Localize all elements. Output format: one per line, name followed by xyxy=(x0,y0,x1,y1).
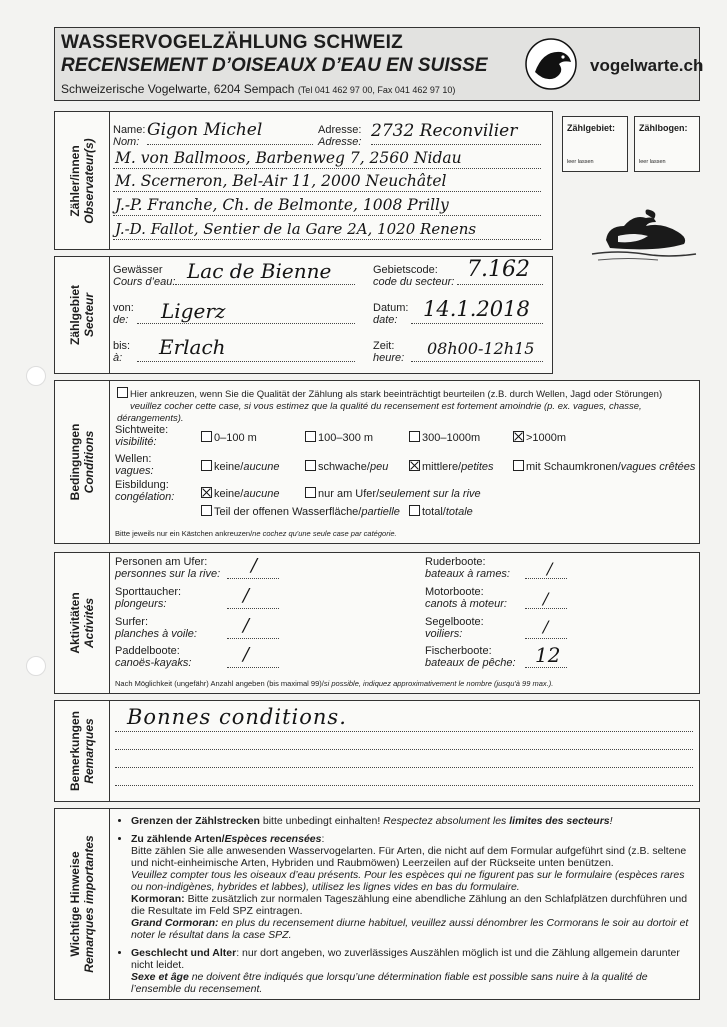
time-value[interactable]: 08h00-12h15 xyxy=(427,339,535,358)
name-label: Name: Nom: xyxy=(113,124,146,148)
water-value[interactable]: Lac de Bienne xyxy=(187,259,332,283)
activity-item: Motorboote: canots à moteur: xyxy=(425,586,507,610)
activities-section xyxy=(54,552,700,694)
visibility-option[interactable]: 100–300 m xyxy=(305,431,373,444)
ice-label: Eisbildung: congélation: xyxy=(115,479,175,503)
activity-value[interactable]: / xyxy=(243,615,250,636)
area-code-label: Zählgebiet: xyxy=(567,123,616,133)
checked-checkbox[interactable] xyxy=(513,431,524,442)
observer-line[interactable]: J.-P. Franche, Ch. de Belmonte, 1008 Prilly xyxy=(115,196,449,214)
observer-line[interactable]: M. Scerneron, Bel-Air 11, 2000 Neuchâtel xyxy=(115,172,447,190)
address-value[interactable]: 2732 Reconvilier xyxy=(371,121,518,141)
conditions-footnote: Bitte jeweils nur ein Kästchen ankreuzen/ne cochez qu'une seule case par catégorie. xyxy=(115,529,397,538)
observer-line[interactable]: J.-D. Fallot, Sentier de la Gare 2A, 1020 Renens xyxy=(115,220,477,238)
checkbox[interactable] xyxy=(409,431,420,442)
side-label-de: Aktivitäten xyxy=(68,592,82,654)
code-label: Gebietscode: code du secteur: xyxy=(373,264,455,288)
from-label: von: de: xyxy=(113,302,134,326)
note-species: • Zu zählende Arten/Espèces recensées: Bitte zählen Sie alle anwesenden Wasservogelarten. Für Arten, die nicht auf dem Formular aufgeführt sind (z.B. seltene und nicht-einheimische Arten, Hybriden und Raubmöwen) Leerzeilen auf der Rückseite unten benützen. Veuillez compter tous les oiseaux d’eau présents. Pour les espèces qui ne figurent pas sur le formulaire (espèces rares ou non-indigènes, hybrides et labbes), utilisez les lignes vides en bas du formulaire. Kormoran: Bitte zusätzlich zur normalen Tageszählung eine abendliche Zählung an den Schlafplätzen durchführen und die Resultate im Feld SPZ eintragen. Grand Cormoran: en plus du recensement diurne habituel, veuillez aussi dénombrer les Cormorans le soir au dortoir et noter le résultat dans la case SPZ. xyxy=(131,833,691,941)
remarks-side xyxy=(55,701,110,801)
form-header xyxy=(54,27,704,101)
title-de: WASSERVOGELZÄHLUNG SCHWEIZ xyxy=(61,32,404,53)
activity-item: Segelboote: voiliers: xyxy=(425,616,484,640)
sector-section xyxy=(54,256,553,374)
notes-side xyxy=(55,809,110,999)
ice-option-checked[interactable]: keine/aucune xyxy=(201,487,279,500)
sheet-code-note: leer lassen xyxy=(639,159,666,165)
phone-text: (Tel 041 462 97 00, Fax 041 462 97 10) xyxy=(297,85,456,95)
activity-value[interactable]: / xyxy=(243,644,250,665)
brand-name: vogelwarte.ch xyxy=(590,56,704,75)
name-value[interactable]: Gigon Michel xyxy=(147,120,263,140)
area-code-box[interactable] xyxy=(562,116,628,172)
code-value[interactable]: 7.162 xyxy=(467,257,530,282)
quality-text-de: Hier ankreuzen, wenn Sie die Qualität der Zählung als stark beeinträchtigt beurteilen (z.B. durch Wellen, Jagd oder Störungen) xyxy=(130,389,663,400)
address-text: Schweizerische Vogelwarte, 6204 Sempach xyxy=(61,82,295,96)
side-label-fr: Activités xyxy=(82,597,96,649)
address-label: Adresse: Adresse: xyxy=(318,124,362,148)
area-code-note: leer lassen xyxy=(567,159,594,165)
from-value[interactable]: Ligerz xyxy=(161,299,226,323)
quality-checkbox-row[interactable] xyxy=(117,387,695,425)
activity-item: Paddelboote: canoës-kayaks: xyxy=(115,645,192,669)
waves-option[interactable]: mit Schaumkronen/vagues crêtées xyxy=(513,460,695,473)
remarks-value[interactable]: Bonnes conditions. xyxy=(127,705,347,729)
activity-value[interactable]: / xyxy=(251,555,258,576)
side-label-fr: Remarques xyxy=(82,718,96,784)
observers-section xyxy=(54,111,553,250)
side-label-de: Zähler/innen xyxy=(68,144,82,217)
activity-value[interactable]: 12 xyxy=(535,643,561,667)
side-label-fr: Remarques importantes xyxy=(82,835,96,973)
waves-option[interactable]: keine/aucune xyxy=(201,460,279,473)
notes-section xyxy=(54,808,700,1000)
activities-side xyxy=(55,553,110,693)
observers-side xyxy=(55,112,110,249)
notes-content xyxy=(117,815,691,1001)
visibility-label: Sichtweite: visibilité: xyxy=(115,424,169,448)
sheet-code-label: Zählbogen: xyxy=(639,123,688,133)
waves-option[interactable]: schwache/peu xyxy=(305,460,388,473)
conditions-section xyxy=(54,380,700,544)
side-label-de: Bemerkungen xyxy=(68,710,82,792)
waves-option-checked[interactable]: mittlere/petites xyxy=(409,460,494,473)
punch-hole xyxy=(26,366,46,386)
quality-checkbox[interactable] xyxy=(117,387,128,398)
side-label-de: Wichtige Hinweise xyxy=(68,851,82,957)
ice-option[interactable]: nur am Ufer/seulement sur la rive xyxy=(305,487,481,500)
note-sex-age: • Geschlecht und Alter: nur dort angeben, wo zuverlässiges Auszählen möglich ist und die Zählung allgemein darunter nicht leidet. Sexe et âge ne doivent être indiqués que lorsqu’une détermination fiable est possible sans nuire à la qualité de l’ensemble du recensement. xyxy=(131,947,691,995)
side-label-fr: Conditions xyxy=(82,430,96,494)
quality-text-fr: veuillez cocher cette case, si vous estimez que la qualité du recensement est fortement amoindrie (p. ex. vagues, chasse, dérangements). xyxy=(117,401,642,424)
vogelwarte-logo xyxy=(525,38,577,90)
ice-option[interactable]: total/totale xyxy=(409,505,473,518)
title-fr: RECENSEMENT D’OISEAUX D’EAU EN SUISSE xyxy=(61,55,488,76)
ice-option[interactable]: Teil der offenen Wasserfläche/partielle xyxy=(201,505,400,518)
sheet-code-box[interactable] xyxy=(634,116,700,172)
activity-item: Fischerboote: bateaux de pêche: xyxy=(425,645,516,669)
visibility-option-checked[interactable]: >1000m xyxy=(513,431,566,444)
waves-label: Wellen: vagues: xyxy=(115,453,154,477)
date-value[interactable]: 14.1.2018 xyxy=(423,297,530,321)
remarks-section xyxy=(54,700,700,802)
side-label-de: Zählgebiet xyxy=(68,284,82,346)
activity-item: Ruderboote: bateaux à rames: xyxy=(425,556,510,580)
punch-hole xyxy=(26,656,46,676)
conditions-side xyxy=(55,381,110,543)
activity-value[interactable]: / xyxy=(543,589,549,608)
activity-item: Surfer: planches à voile: xyxy=(115,616,197,640)
activities-footnote: Nach Möglichkeit (ungefähr) Anzahl angeben (bis maximal 99)/si possible, indiquez approximativement le nombre (jusqu'à 99 max.). xyxy=(115,679,554,688)
visibility-option[interactable]: 300–1000m xyxy=(409,431,480,444)
to-value[interactable]: Erlach xyxy=(159,335,226,359)
side-label-de: Bedingungen xyxy=(68,423,82,501)
activity-value[interactable]: / xyxy=(543,617,549,636)
publisher-address xyxy=(61,82,455,96)
checkbox[interactable] xyxy=(305,431,316,442)
note-boundaries: • Grenzen der Zählstrecken bitte unbedingt einhalten! Respectez absolument les limites des secteurs! xyxy=(131,815,691,827)
water-label: Gewässer Cours d’eau: xyxy=(113,264,176,288)
duck-illustration xyxy=(588,192,700,266)
visibility-option[interactable]: 0–100 m xyxy=(201,431,257,444)
activity-value[interactable]: / xyxy=(243,585,250,606)
activity-item: Sporttaucher: plongeurs: xyxy=(115,586,182,610)
activity-value[interactable]: / xyxy=(547,559,553,578)
time-label: Zeit: heure: xyxy=(373,340,405,364)
date-label: Datum: date: xyxy=(373,302,409,326)
checkbox[interactable] xyxy=(201,431,212,442)
activity-item: Personen am Ufer: personnes sur la rive: xyxy=(115,556,221,580)
side-label-fr: Secteur xyxy=(82,292,96,338)
side-label-fr: Observateur(s) xyxy=(82,137,96,224)
sector-side xyxy=(55,257,110,373)
to-label: bis: à: xyxy=(113,340,131,364)
observer-line[interactable]: M. von Ballmoos, Barbenweg 7, 2560 Nidau xyxy=(115,149,462,167)
